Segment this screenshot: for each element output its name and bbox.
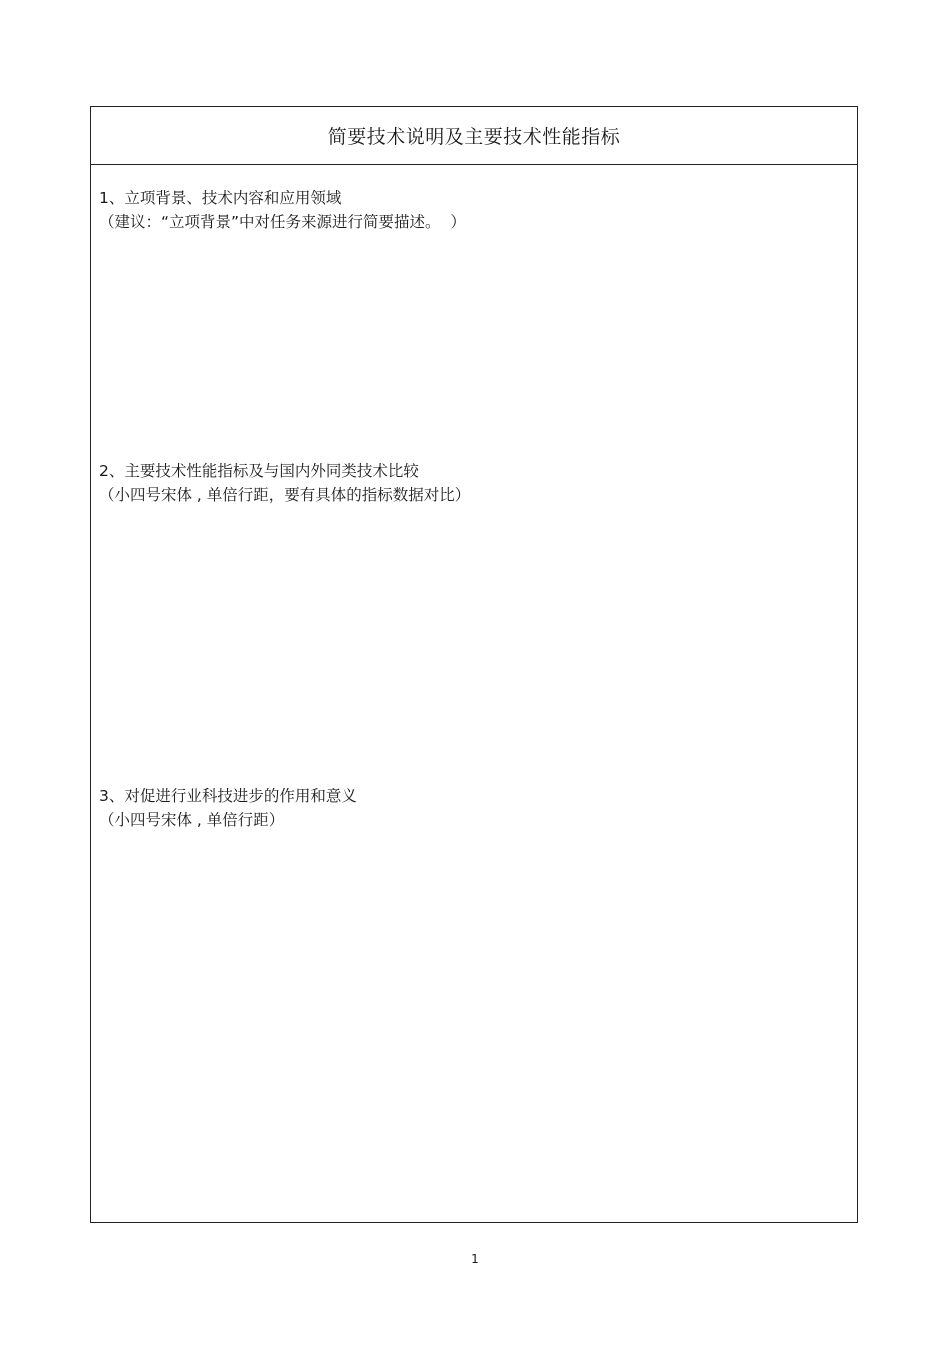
form-table <box>90 106 858 1223</box>
section-heading: 3、对促进行业科技进步的作用和意义 <box>99 787 357 805</box>
section-note: （小四号宋体 , 单倍行距） <box>99 811 285 829</box>
section-note: （建议：“立项背景”中对任务来源进行简要描述。 ） <box>99 213 466 231</box>
page-number: 1 <box>471 1252 479 1266</box>
form-title: 简要技术说明及主要技术性能指标 <box>327 126 621 148</box>
section-significance <box>99 784 849 832</box>
section-note: （小四号宋体 , 单倍行距，要有具体的指标数据对比） <box>99 486 471 504</box>
section-heading: 2、主要技术性能指标及与国内外同类技术比较 <box>99 462 419 480</box>
section-heading: 1、立项背景、技术内容和应用领域 <box>99 189 342 207</box>
section-performance <box>99 459 849 507</box>
title-row <box>91 107 857 165</box>
section-background <box>99 186 849 234</box>
